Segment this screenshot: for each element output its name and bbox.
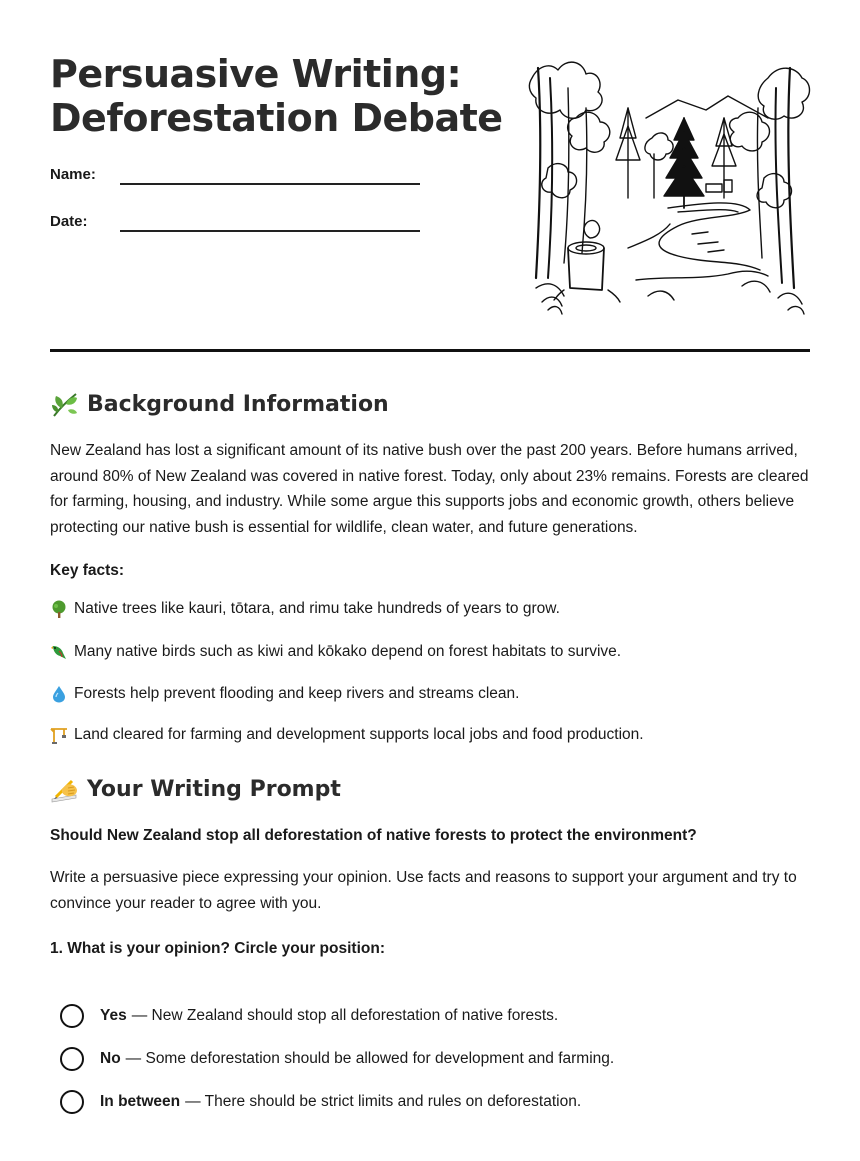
option-circle[interactable] bbox=[60, 1004, 84, 1028]
forest-illustration bbox=[528, 48, 812, 322]
date-line[interactable] bbox=[120, 230, 420, 232]
bird-icon bbox=[50, 643, 68, 661]
name-label: Name: bbox=[50, 166, 96, 183]
option-yes[interactable] bbox=[60, 1004, 558, 1028]
date-field[interactable] bbox=[50, 213, 88, 230]
fact-item bbox=[50, 643, 621, 661]
header-divider bbox=[50, 349, 810, 352]
option-in-between[interactable] bbox=[60, 1090, 581, 1114]
option-no[interactable] bbox=[60, 1047, 614, 1071]
opinion-label: 1. What is your opinion? Circle your position: bbox=[50, 940, 385, 957]
option-label: Yes bbox=[100, 1007, 127, 1024]
fact-item bbox=[50, 685, 519, 703]
background-heading bbox=[50, 390, 389, 418]
tree-icon bbox=[50, 600, 68, 618]
option-text: — There should be strict limits and rules on deforestation. bbox=[185, 1093, 582, 1110]
fact-item bbox=[50, 726, 644, 744]
prompt-question: Should New Zealand stop all deforestation of native forests to protect the environment? bbox=[50, 827, 697, 844]
option-label: In between bbox=[100, 1093, 181, 1110]
crane-icon bbox=[50, 726, 68, 744]
prompt-heading bbox=[50, 775, 341, 803]
page-title: Persuasive Writing: Deforestation Debate bbox=[50, 52, 503, 140]
fact-text: Native trees like kauri, tōtara, and rimu take hundreds of years to grow. bbox=[74, 600, 560, 617]
date-label: Date: bbox=[50, 213, 88, 230]
option-label: No bbox=[100, 1050, 121, 1067]
option-circle[interactable] bbox=[60, 1090, 84, 1114]
name-line[interactable] bbox=[120, 183, 420, 185]
fact-text: Many native birds such as kiwi and kōkako depend on forest habitats to survive. bbox=[74, 643, 622, 660]
background-paragraph: New Zealand has lost a significant amount of its native bush over the past 200 years. Before humans arrived, around 80% of New Zealand was covered in native forest. Today, only about 23% remains. Forests are cleared for farming, housing, and industry. While some argue this supports jobs and economic growth, others believe protecting our native bush is essential for wildlife, clean water, and future generations. bbox=[50, 442, 809, 536]
prompt-instructions: Write a persuasive piece expressing your opinion. Use facts and reasons to support your argument and try to convince your reader to agree with you. bbox=[50, 869, 797, 912]
fact-item bbox=[50, 600, 560, 618]
writing-hand-icon bbox=[50, 775, 80, 803]
option-text: — Some deforestation should be allowed for development and farming. bbox=[125, 1050, 615, 1067]
name-field[interactable] bbox=[50, 166, 96, 183]
background-heading-text: Background Information bbox=[87, 391, 389, 417]
herb-icon bbox=[50, 390, 80, 418]
prompt-heading-text: Your Writing Prompt bbox=[87, 776, 341, 802]
key-facts-label: Key facts: bbox=[50, 562, 125, 579]
fact-text: Forests help prevent flooding and keep rivers and streams clean. bbox=[74, 685, 520, 702]
fact-text: Land cleared for farming and development supports local jobs and food production. bbox=[74, 726, 644, 743]
option-circle[interactable] bbox=[60, 1047, 84, 1071]
droplet-icon bbox=[50, 685, 68, 703]
option-text: — New Zealand should stop all deforestation of native forests. bbox=[131, 1007, 559, 1024]
